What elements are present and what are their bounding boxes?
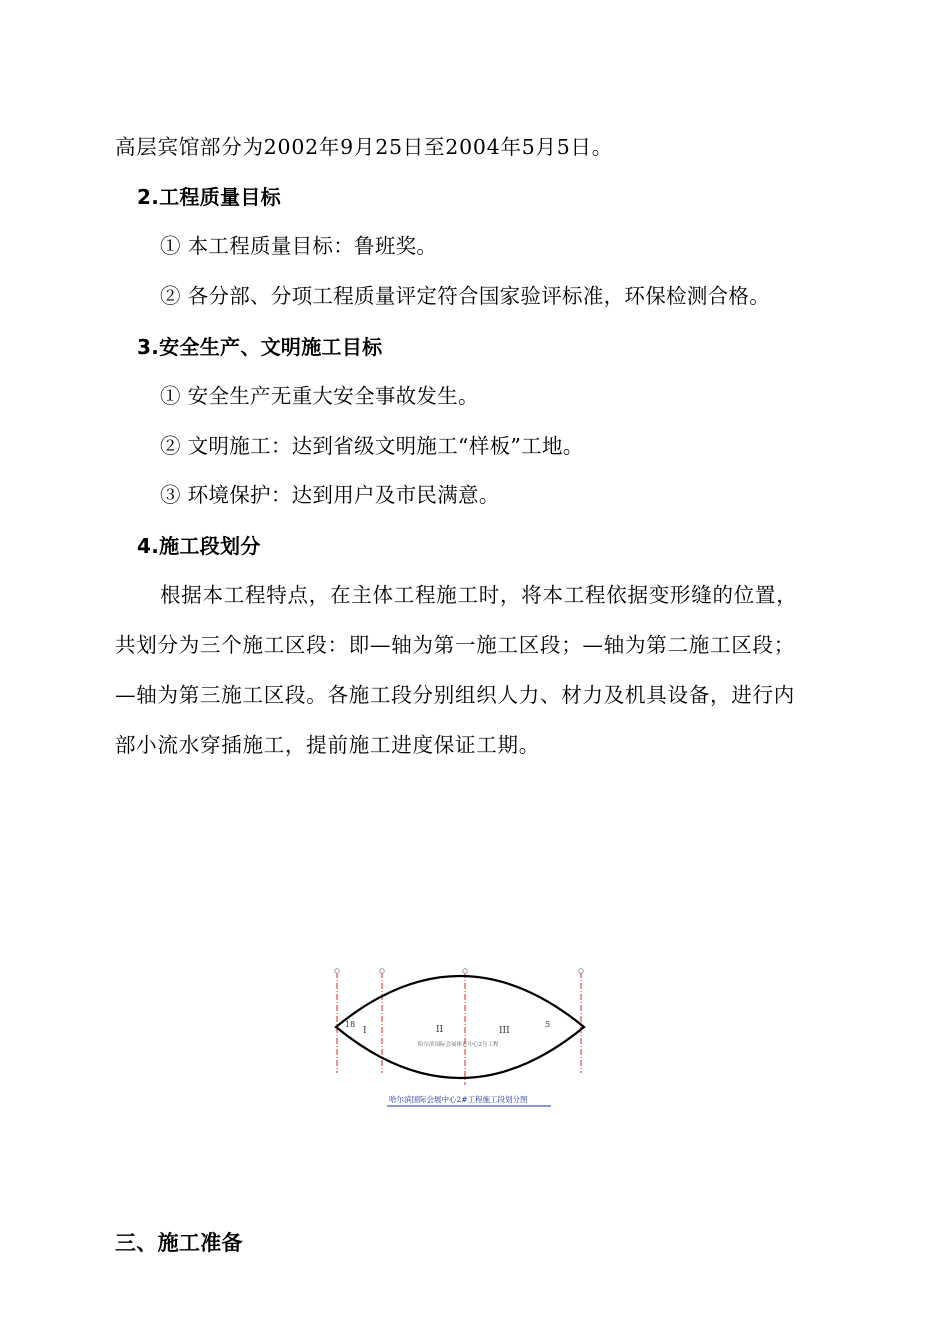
inner-label: 哈尔滨国际会展体育中心2号工程: [418, 1042, 499, 1048]
section4-paragraph-line-2: 共划分为三个施工区段：即—轴为第一施工区段；—轴为第二施工区段；: [115, 633, 795, 657]
section3-heading: 3.安全生产、文明施工目标: [137, 335, 383, 359]
zone-label-2: II: [436, 1025, 444, 1035]
section3-item-3: ③ 环境保护：达到用户及市民满意。: [160, 483, 500, 507]
axis-markers: [335, 969, 584, 974]
section2-heading: 2.工程质量目标: [137, 185, 281, 209]
section3-item-1: ① 安全生产无重大安全事故发生。: [160, 384, 479, 408]
axis-number-left: 18: [345, 1020, 356, 1029]
section4-paragraph-line-4: 部小流水穿插施工，提前施工进度保证工期。: [115, 733, 540, 757]
section4-heading: 4.施工段划分: [137, 534, 261, 558]
next-section-title: 三、施工准备: [115, 1231, 243, 1255]
figure-caption: 哈尔滨国际会展中心2#工程施工段划分图: [389, 1095, 528, 1104]
section2-item-1: ① 本工程质量目标：鲁班奖。: [160, 234, 438, 258]
intro-line: 高层宾馆部分为2002年9月25日至2004年5月5日。: [115, 135, 614, 159]
construction-zone-diagram: [300, 955, 600, 1115]
section2-item-2: ② 各分部、分项工程质量评定符合国家验评标准，环保检测合格。: [160, 284, 771, 308]
zone-label-3: III: [499, 1026, 510, 1036]
zone-label-1: I: [363, 1026, 367, 1036]
section4-paragraph-line-1: 根据本工程特点，在主体工程施工时，将本工程依据变形缝的位置，: [160, 583, 798, 607]
section4-paragraph-line-3: —轴为第三施工区段。各施工段分别组织人力、材力及机具设备，进行内: [115, 683, 795, 707]
axis-number-right: 5: [545, 1020, 551, 1029]
section3-item-2: ② 文明施工：达到省级文明施工“样板”工地。: [160, 434, 584, 458]
